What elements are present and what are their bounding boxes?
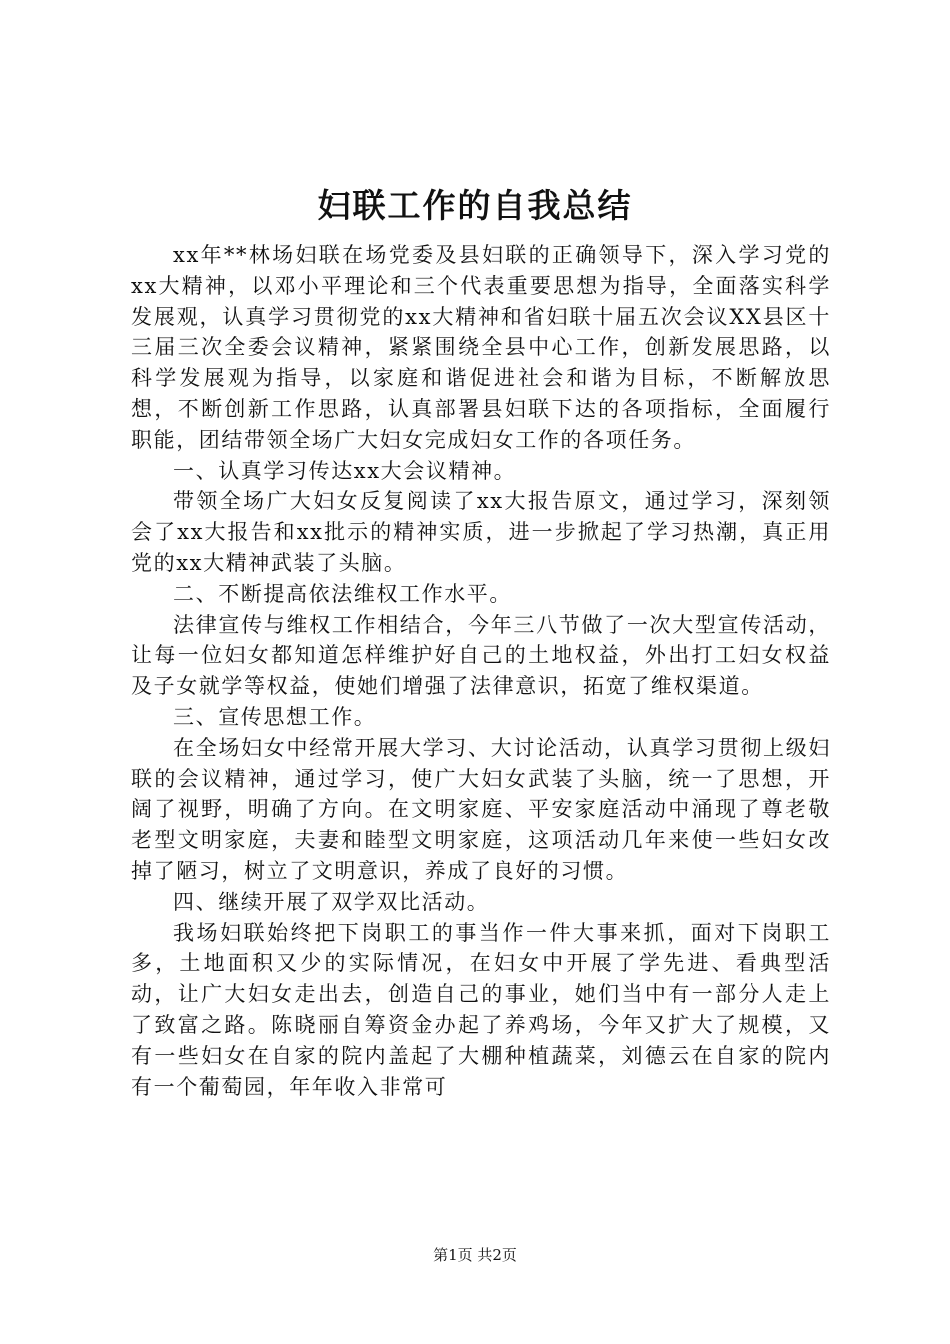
page-number-footer: 第1页 共2页 <box>433 1246 517 1264</box>
section-heading-4: 四、继续开展了双学双比活动。 <box>173 889 490 914</box>
document-title: 妇联工作的自我总结 <box>317 186 633 225</box>
paragraph-intro: xx年**林场妇联在场党委及县妇联的正确领导下，深入学习党的xx大精神，以邓小平理论和三个代表重要思想为指导，全面落实科学发展观，认真学习贯彻党的xx大精神和省妇联十届五次会议XX县区十三届三次全委会议精神，紧紧围绕全县中心工作，创新发展思路，以科学发展观为指导，以家庭和谐促进社会和谐为目标，不断解放思想，不断创新工作思路，认真部署县妇联下达的各项指标，全面履行职能，团结带领全场广大妇女完成妇女工作的各项任务。 <box>131 243 831 452</box>
document-body <box>131 240 831 1102</box>
section-heading-2: 二、不断提高依法维权工作水平。 <box>173 581 512 606</box>
paragraph-section-2: 法律宣传与维权工作相结合，今年三八节做了一次大型宣传活动，让每一位妇女都知道怎样维护好自己的土地权益，外出打工妇女权益及子女就学等权益，使她们增强了法律意识，拓宽了维权渠道。 <box>131 612 831 699</box>
section-heading-1: 一、认真学习传达xx大会议精神。 <box>173 458 517 483</box>
paragraph-section-4: 我场妇联始终把下岗职工的事当作一件大事来抓，面对下岗职工多，土地面积又少的实际情况，在妇女中开展了学先进、看典型活动，让广大妇女走出去，创造自己的事业，她们当中有一部分人走上了致富之路。陈晓丽自筹资金办起了养鸡场，今年又扩大了规模，又有一些妇女在自家的院内盖起了大棚种植蔬菜，刘德云在自家的院内有一个葡萄园，年年收入非常可 <box>131 920 831 1099</box>
paragraph-section-3: 在全场妇女中经常开展大学习、大讨论活动，认真学习贯彻上级妇联的会议精神，通过学习，使广大妇女武装了头脑，统一了思想，开阔了视野，明确了方向。在文明家庭、平安家庭活动中涌现了尊老敬老型文明家庭，夫妻和睦型文明家庭，这项活动几年来使一些妇女改掉了陋习，树立了文明意识，养成了良好的习惯。 <box>131 735 831 883</box>
paragraph-section-1: 带领全场广大妇女反复阅读了xx大报告原文，通过学习，深刻领会了xx大报告和xx批示的精神实质，进一步掀起了学习热潮，真正用党的xx大精神武装了头脑。 <box>131 489 831 575</box>
section-heading-3: 三、宣传思想工作。 <box>173 704 377 729</box>
